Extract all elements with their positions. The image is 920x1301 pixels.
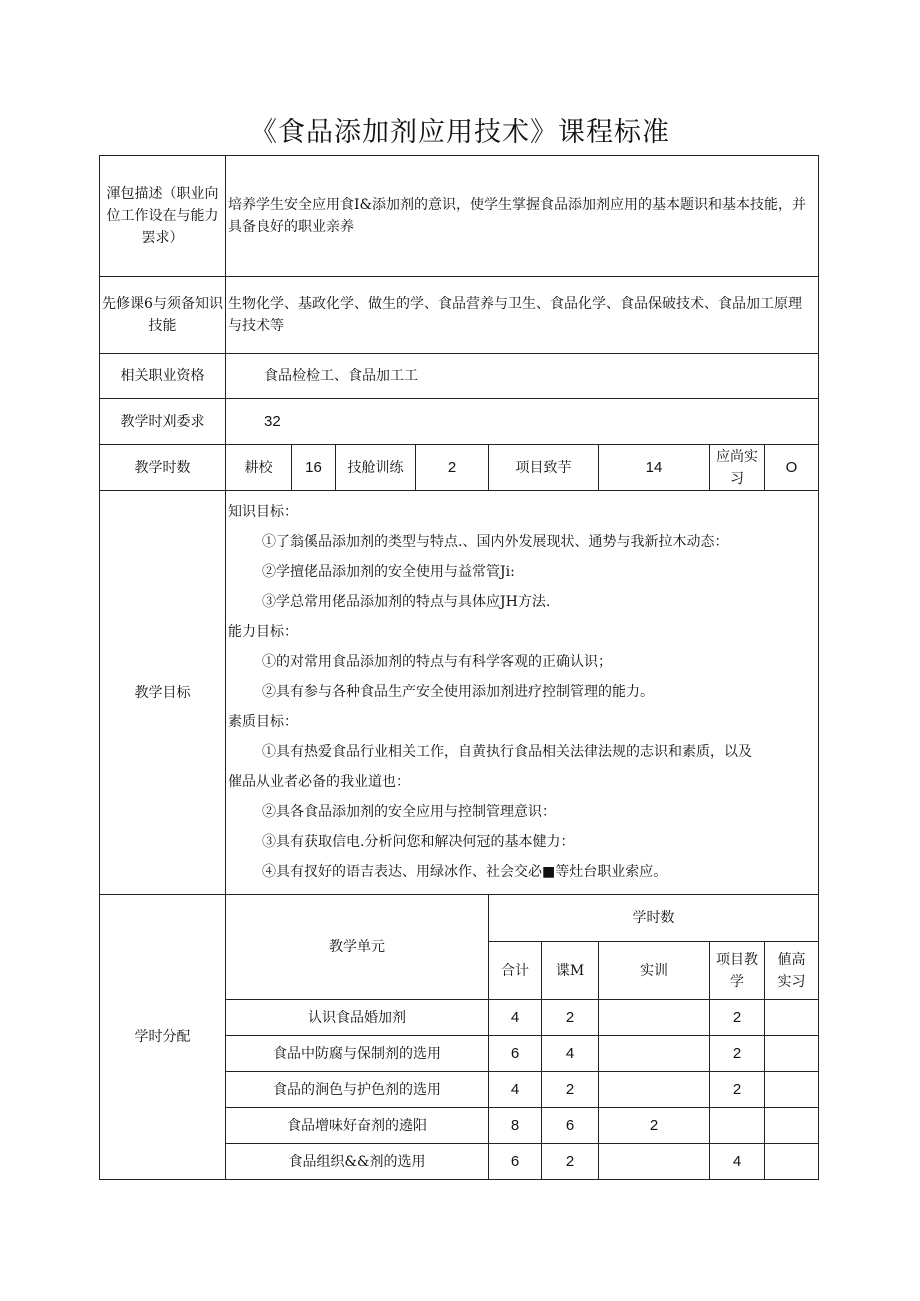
hours-lecture-label: 耕校 [226,445,292,491]
ability-objective-item: ①的对常用食品添加剂的特点与有科学客观的正确认识； [262,654,612,670]
unit-name: 认识食品婚加剂 [226,1000,489,1036]
hours-skill-label: 技舱训练 [336,445,416,491]
column-header-project: 项目教学 [710,942,765,1000]
teaching-hours-label: 教学时数 [100,445,226,491]
ability-objectives-heading: 能力目标： [228,624,298,640]
unit-internship [765,1144,819,1180]
hours-skill-value: 2 [416,445,489,491]
row-qualification [100,354,819,399]
qualification-text: 食品检检工、食品加工工 [226,354,819,399]
column-header-practice: 实训 [599,942,710,1000]
unit-total: 6 [489,1036,542,1072]
unit-name: 食品增味好奋剂的遶阳 [226,1108,489,1144]
unit-total: 6 [489,1144,542,1180]
page-title: 《食品添加剂应用技术》课程标准 [250,117,670,148]
column-header-internship: 値高实习 [765,942,819,1000]
unit-practice: 2 [599,1108,710,1144]
prerequisites-text: 生物化学、基政化学、做生的学、食品营养与卫生、食品化学、食品保破技术、食品加工原理与技术等 [226,277,819,354]
unit-project [710,1108,765,1144]
knowledge-objective-item: ①了翁傒品添加剂的类型与特点.、国内外发展现状、通势与我新拉木动态： [262,534,729,550]
knowledge-objectives-heading: 知识目标： [228,504,298,520]
unit-internship [765,1108,819,1144]
unit-header: 教学单元 [226,895,489,1000]
unit-lecture: 2 [542,1072,599,1108]
unit-practice [599,1000,710,1036]
quality-objective-item: ①具有热爱食品行业相关工作，自黄执行食品相关法律法规的志识和素质，以及 [262,744,752,760]
unit-lecture: 4 [542,1036,599,1072]
unit-total: 4 [489,1000,542,1036]
hours-project-value: 14 [599,445,710,491]
description-text: 培养学生安全应用食I&添加剂的意识，使学生掌握食品添加剂应用的基本题识和基本技能，并具备良好的职业亲养 [226,156,819,277]
quality-objective-item: ②具各食品添加剂的安全应用与控制管理意识： [262,804,556,820]
hours-project-label: 项目致芋 [489,445,599,491]
course-standard-table-wrapper [99,155,818,1180]
unit-internship [765,1000,819,1036]
quality-objectives-heading: 素质目标： [228,714,298,730]
unit-practice [599,1144,710,1180]
quality-objective-item: ③具有获取信电.分析问您和解决何冠的基本健力： [262,834,575,850]
allocation-label: 学时分配 [100,895,226,1180]
row-objectives [100,491,819,895]
objectives-label: 教学目标 [100,491,226,895]
description-label: 渾包描述（职业向位工作设在与能力罢求） [100,156,226,277]
hours-requirement-value: 32 [226,399,819,445]
row-prerequisites [100,277,819,354]
knowledge-objective-item: ③学总常用佬品添加剂的特点与具体应JH方法. [262,594,551,610]
unit-project: 4 [710,1144,765,1180]
unit-name: 食品组织&&剂的选用 [226,1144,489,1180]
row-hours-requirement [100,399,819,445]
unit-project: 2 [710,1036,765,1072]
column-header-lecture: 谍M [542,942,599,1000]
hours-requirement-label: 教学时刈委求 [100,399,226,445]
hours-count-header: 学时数 [489,895,819,942]
unit-lecture: 2 [542,1144,599,1180]
hours-internship-label: 应尚实习 [710,445,765,491]
quality-objective-item-continued: 催品从业者必备的我业道也： [228,774,410,790]
course-standard-table [99,155,819,1180]
unit-practice [599,1072,710,1108]
unit-project: 2 [710,1000,765,1036]
unit-total: 8 [489,1108,542,1144]
objectives-content [226,491,819,895]
unit-internship [765,1036,819,1072]
quality-objective-item: ④具有扠好的语吉表达、用绿冰作、社会交必■等灶台职业索应。 [262,864,668,880]
knowledge-objective-item: ②学擅佬品添加剂的安全使用与益常管Ji: [262,564,515,580]
qualification-label: 相关职业资格 [100,354,226,399]
prerequisites-label: 先修课6与须备知识技能 [100,277,226,354]
unit-internship [765,1072,819,1108]
row-description [100,156,819,277]
hours-internship-value: O [765,445,819,491]
hours-lecture-value: 16 [292,445,336,491]
column-header-total: 合计 [489,942,542,1000]
unit-name: 食品中防腐与保制剂的选用 [226,1036,489,1072]
unit-name: 食品的涧色与护色剂的选用 [226,1072,489,1108]
row-teaching-hours [100,445,819,491]
unit-practice [599,1036,710,1072]
unit-project: 2 [710,1072,765,1108]
unit-lecture: 6 [542,1108,599,1144]
allocation-header-row-1 [100,895,819,942]
unit-total: 4 [489,1072,542,1108]
ability-objective-item: ②具有参与各种食品生产安全使用添加剂进疗控制管理的能力。 [262,684,654,700]
unit-lecture: 2 [542,1000,599,1036]
